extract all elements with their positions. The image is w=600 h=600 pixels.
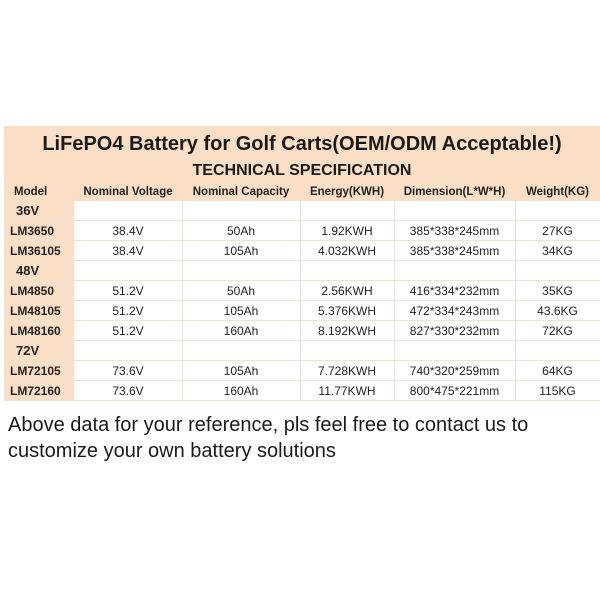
- table-body: [4, 201, 600, 401]
- column-header-energy: Energy(KWH): [300, 183, 394, 201]
- weight-cell: 64KG: [515, 361, 600, 381]
- column-header-voltage: Nominal Voltage: [74, 183, 182, 201]
- group-row: [4, 341, 600, 361]
- energy-cell: 8.192KWH: [300, 321, 394, 341]
- voltage-cell: 51.2V: [74, 321, 182, 341]
- energy-cell: 11.77KWH: [300, 381, 394, 401]
- group-label: 36V: [4, 201, 74, 221]
- capacity-cell: 50Ah: [182, 221, 300, 241]
- table-row: [4, 381, 600, 401]
- weight-cell: 43.6KG: [515, 301, 600, 321]
- title-block: [4, 126, 600, 183]
- model-cell: LM36105: [4, 241, 74, 261]
- column-header-capacity: Nominal Capacity: [182, 183, 300, 201]
- table-row: [4, 361, 600, 381]
- dimension-cell: 740*320*259mm: [394, 361, 515, 381]
- empty-cell: [74, 261, 182, 281]
- energy-cell: 4.032KWH: [300, 241, 394, 261]
- capacity-cell: 160Ah: [182, 381, 300, 401]
- weight-cell: 34KG: [515, 241, 600, 261]
- energy-cell: 1.92KWH: [300, 221, 394, 241]
- group-label: 72V: [4, 341, 74, 361]
- spec-table: [4, 183, 600, 401]
- table-row: [4, 281, 600, 301]
- group-label: 48V: [4, 261, 74, 281]
- empty-cell: [394, 261, 515, 281]
- page-title: LiFePO4 Battery for Golf Carts(OEM/ODM Acceptable!): [42, 133, 562, 155]
- capacity-cell: 105Ah: [182, 241, 300, 261]
- model-cell: LM72160: [4, 381, 74, 401]
- capacity-cell: 160Ah: [182, 321, 300, 341]
- empty-cell: [515, 201, 600, 221]
- weight-cell: 115KG: [515, 381, 600, 401]
- capacity-cell: 105Ah: [182, 361, 300, 381]
- model-cell: LM72105: [4, 361, 74, 381]
- weight-cell: 35KG: [515, 281, 600, 301]
- empty-cell: [182, 261, 300, 281]
- empty-cell: [515, 341, 600, 361]
- footer-note: Above data for your reference, pls feel free to contact us to customize your own battery solutions: [8, 414, 529, 462]
- voltage-cell: 51.2V: [74, 301, 182, 321]
- group-row: [4, 261, 600, 281]
- dimension-cell: 385*338*245mm: [394, 241, 515, 261]
- energy-cell: 2.56KWH: [300, 281, 394, 301]
- weight-cell: 27KG: [515, 221, 600, 241]
- weight-cell: 72KG: [515, 321, 600, 341]
- empty-cell: [182, 201, 300, 221]
- page-subtitle: TECHNICAL SPECIFICATION: [192, 162, 412, 179]
- table-row: [4, 221, 600, 241]
- dimension-cell: 416*334*232mm: [394, 281, 515, 301]
- model-cell: LM48105: [4, 301, 74, 321]
- table-row: [4, 321, 600, 341]
- capacity-cell: 105Ah: [182, 301, 300, 321]
- model-cell: LM3650: [4, 221, 74, 241]
- dimension-cell: 385*338*245mm: [394, 221, 515, 241]
- energy-cell: 7.728KWH: [300, 361, 394, 381]
- voltage-cell: 73.6V: [74, 361, 182, 381]
- empty-cell: [300, 341, 394, 361]
- column-header-weight: Weight(KG): [515, 183, 600, 201]
- column-header-dimension: Dimension(L*W*H): [394, 183, 515, 201]
- voltage-cell: 51.2V: [74, 281, 182, 301]
- empty-cell: [394, 341, 515, 361]
- voltage-cell: 73.6V: [74, 381, 182, 401]
- group-row: [4, 201, 600, 221]
- empty-cell: [300, 261, 394, 281]
- empty-cell: [515, 261, 600, 281]
- model-cell: LM48160: [4, 321, 74, 341]
- capacity-cell: 50Ah: [182, 281, 300, 301]
- empty-cell: [74, 201, 182, 221]
- dimension-cell: 827*330*232mm: [394, 321, 515, 341]
- energy-cell: 5.376KWH: [300, 301, 394, 321]
- empty-cell: [300, 201, 394, 221]
- dimension-cell: 472*334*243mm: [394, 301, 515, 321]
- voltage-cell: 38.4V: [74, 241, 182, 261]
- column-header-model: Model: [4, 183, 74, 201]
- table-header-row: [4, 183, 600, 201]
- spec-sheet: [4, 126, 600, 401]
- table-row: [4, 301, 600, 321]
- empty-cell: [182, 341, 300, 361]
- table-row: [4, 241, 600, 261]
- empty-cell: [74, 341, 182, 361]
- dimension-cell: 800*475*221mm: [394, 381, 515, 401]
- empty-cell: [394, 201, 515, 221]
- voltage-cell: 38.4V: [74, 221, 182, 241]
- model-cell: LM4850: [4, 281, 74, 301]
